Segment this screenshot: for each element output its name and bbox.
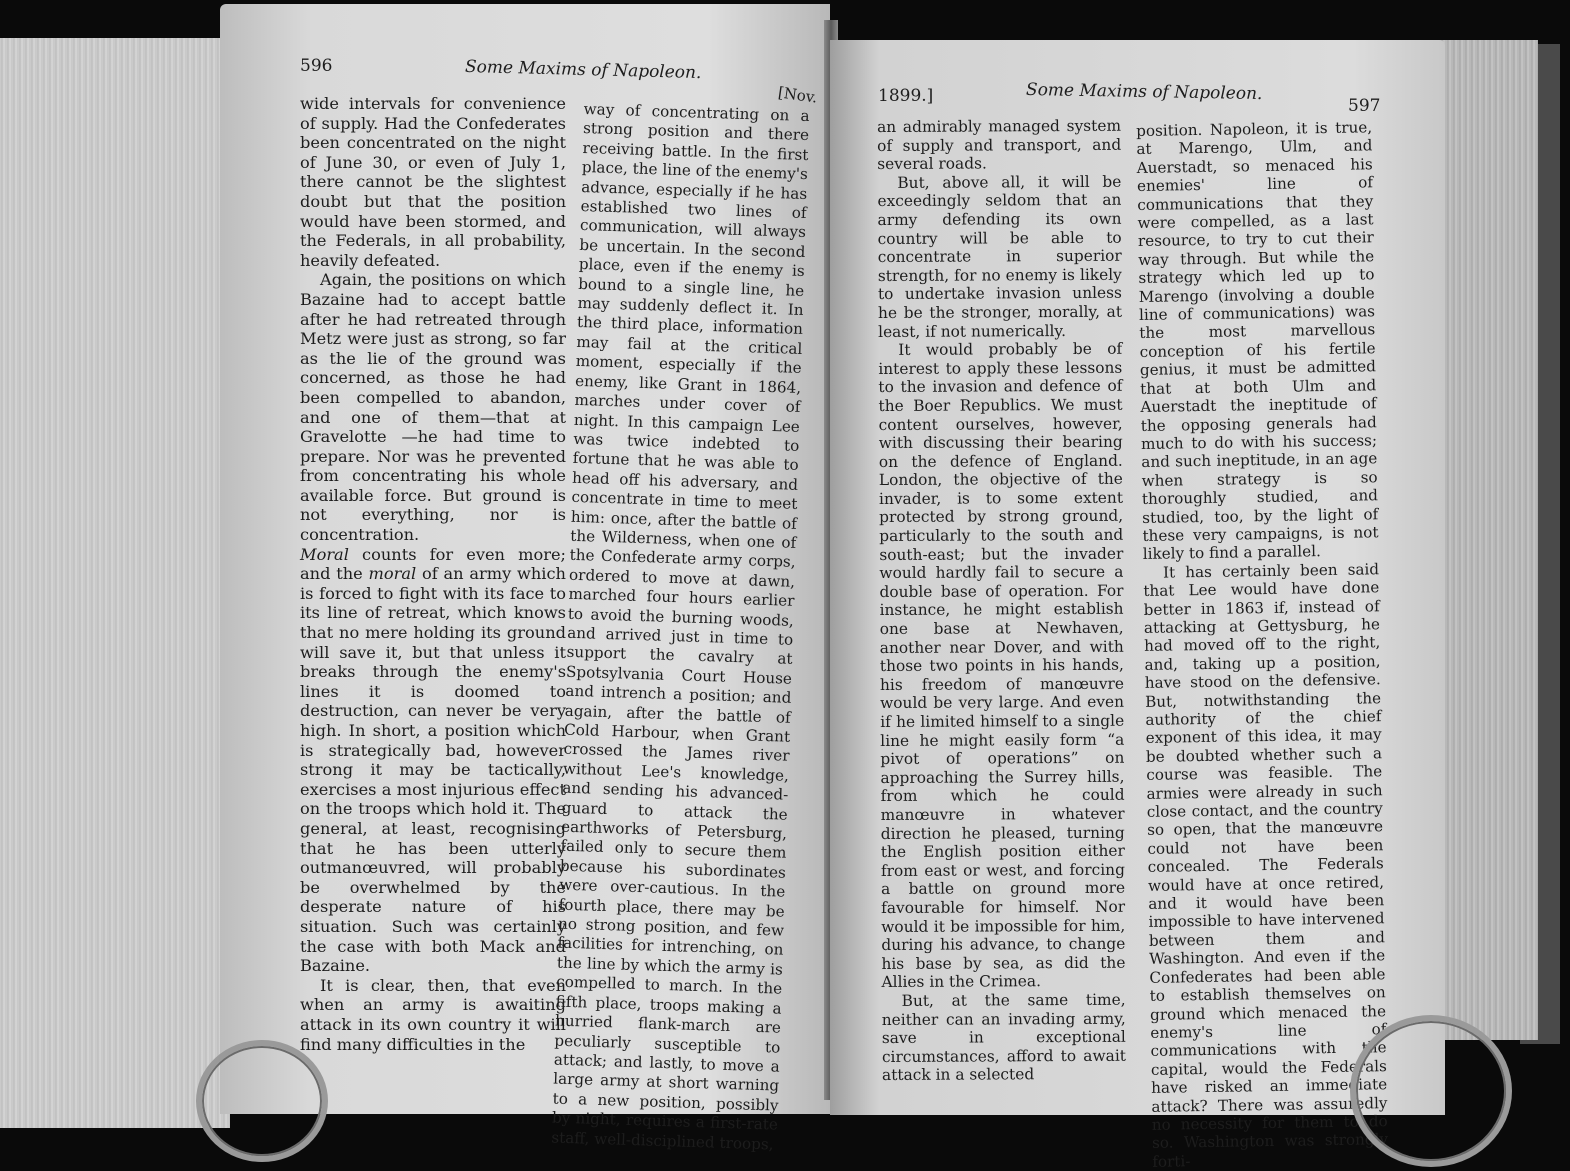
left-running-title: Some Maxims of Napoleon. [464, 56, 702, 84]
paragraph: wide intervals for convenience of supply. Had the Confederates been concentrated on the night of June 30, or even of July 1, there cannot be the slightest doubt but that the position would have been stormed, and the Federals, in all probability, heavily defeated. [300, 94, 566, 270]
left-column-2 [551, 100, 810, 1155]
paragraph: an admirably managed system of supply and transport, and several roads. [877, 116, 1122, 174]
paragraph: But, above all, it will be exceedingly seldom that an army defending its own country will be able to concentrate in superior strength, for no enemy is likely to undertake invasion unless he be the stronger, morally, at least, if not numerically. [877, 172, 1123, 341]
paragraph: Moral counts for even more; and the moral of an army which is forced to fight with its face to its line of retreat, which knows that no mere holding its ground will save it, but that unless it breaks through the enemy's lines it is doomed to destruction, can never be very high. In short, a position which is strategically bad, however strong it may be tactically, exercises a most injurious effect on the troops which hold it. The general, at least, recognising that he has been utterly outmanœuvred, will probably be overwhelmed by the desperate nature of his situation. Such was certainly the case with both Mack and Bazaine. [300, 544, 566, 976]
left-column-1 [300, 94, 566, 1054]
left-page-edges [0, 38, 230, 1128]
right-column-1 [877, 117, 1126, 1085]
italic-word: Moral [300, 544, 349, 564]
paragraph: way of concentrating on a strong position and there receiving battle. In the first place, the line of the enemy's advance, especially if he has established two lines of communication, will always be uncertain. In the second place, even if the enemy is bound to a single line, he may suddenly deflect it. In the third place, information may fail at the critical moment, especially if the enemy, like Grant in 1864, marches under cover of night. In this campaign Lee was twice indebted to fortune that he was able to head off his adversary, and concentrate in time to meet him: once, after the battle of the Wilderness, when one of the Confederate army corps, ordered to move at dawn, marched four hours earlier to avoid the burning woods, and arrived just in time to support the cavalry at Spotsylvania Court House and intrench a position; and again, after the battle of Cold Harbour, when Grant crossed the James river without Lee's knowledge, and sending his advanced-guard to attack the earthworks of Petersburg, failed only to secure them because his subordinates were over-cautious. In the fourth place, there may be no strong position, and few facilities for intrenching, on the line by which the army is compelled to march. In the fifth place, troops making a hurried flank-march are peculiarly susceptible to attack; and lastly, to move a large army at short warning to a new position, possibly by night, requires a first-rate staff, well-disciplined troops, [551, 100, 810, 1153]
right-running-title: Some Maxims of Napoleon. [1025, 79, 1263, 105]
paragraph: But, at the same time, neither can an invading army, save in exceptional circumstances, afford to await attack in a selected [881, 990, 1126, 1085]
paragraph: It would probably be of interest to apply these lessons to the invasion and defence of the Boer Republics. We must content ourselves, however, with discussing their bearing on the defence of England. London, the objective of the invader, is to some extent protected by strong ground, particularly to the south and south-east; but the invader would hardly fail to secure a double base of operation. For instance, he might establish one base at Newhaven, another near Dover, and with those two points in his hands, his freedom of manœuvre would be very large. And even if he limited himself to a single line he might easily form “a pivot of operations” on approaching the Surrey hills, from which he could manœuvre in whatever direction he pleased, turning the English position either from east or west, and forcing a battle on ground more favourable for himself. Nor would it be impossible for him, during his advance, to change his base by sea, as did the Allies in the Crimea. [878, 339, 1126, 992]
italic-word: moral [368, 564, 417, 584]
paragraph: It is clear, then, that even when an army is awaiting attack in its own country it will find many difficulties in the [300, 975, 566, 1054]
left-page [220, 4, 830, 1153]
left-page-date: [Nov. [776, 83, 819, 107]
left-page-number: 596 [300, 56, 333, 76]
paragraph: position. Napoleon, it is true, at Marengo, Ulm, and Auerstadt, so menaced his enemies' line of communications that they were compelled, as a last resource, to try to cut their way through. But while the strategy which led up to Marengo (involving a double line of communications) was the most marvellous conception of his fertile genius, it must be admitted that at both Ulm and Auerstadt the ineptitude of the opposing generals had much to do with his success; and such ineptitude, in an age when strategy is so thoroughly studied, and studied, too, by the light of these very campaigns, is not likely to find a parallel. [1136, 118, 1379, 564]
paragraph: It has certainly been said that Lee would have done better in 1863 if, instead of attacking at Gettysburg, he had moved off to the right, and, taking up a position, have stood on the defensive. But, notwithstanding the authority of the chief exponent of this idea, it may be doubted whether such a course was feasible. The armies were already in such close contact, and the country so open, that the manœuvre could not have been concealed. The Federals would have at once retired, and it would have been impossible to have intervened between them and Washington. And even if the Confederates had been able to establish themselves on ground which menaced the enemy's line of communications with the capital, would the Federals have risked an immediate attack? There was assuredly no necessity for them to do so. Washington was strongly forti- [1143, 559, 1389, 1171]
paragraph: Again, the positions on which Bazaine had to accept battle after he had retreated through Metz were just as strong, so far as the lie of the ground was concerned, as those he had been compelled to abandon, and one of them—that at Gravelotte —he had time to prepare. Nor was he prevented from concentrating his whole available force. But ground is not everything, nor is concentration. [300, 270, 566, 545]
right-page [830, 40, 1445, 1171]
page-clip-ring-left [196, 1040, 328, 1162]
right-page-number: 597 [1348, 96, 1381, 116]
right-page-date: 1899.] [878, 86, 934, 106]
right-column-2 [1136, 118, 1388, 1171]
page-clip-ring-right [1350, 1015, 1512, 1167]
